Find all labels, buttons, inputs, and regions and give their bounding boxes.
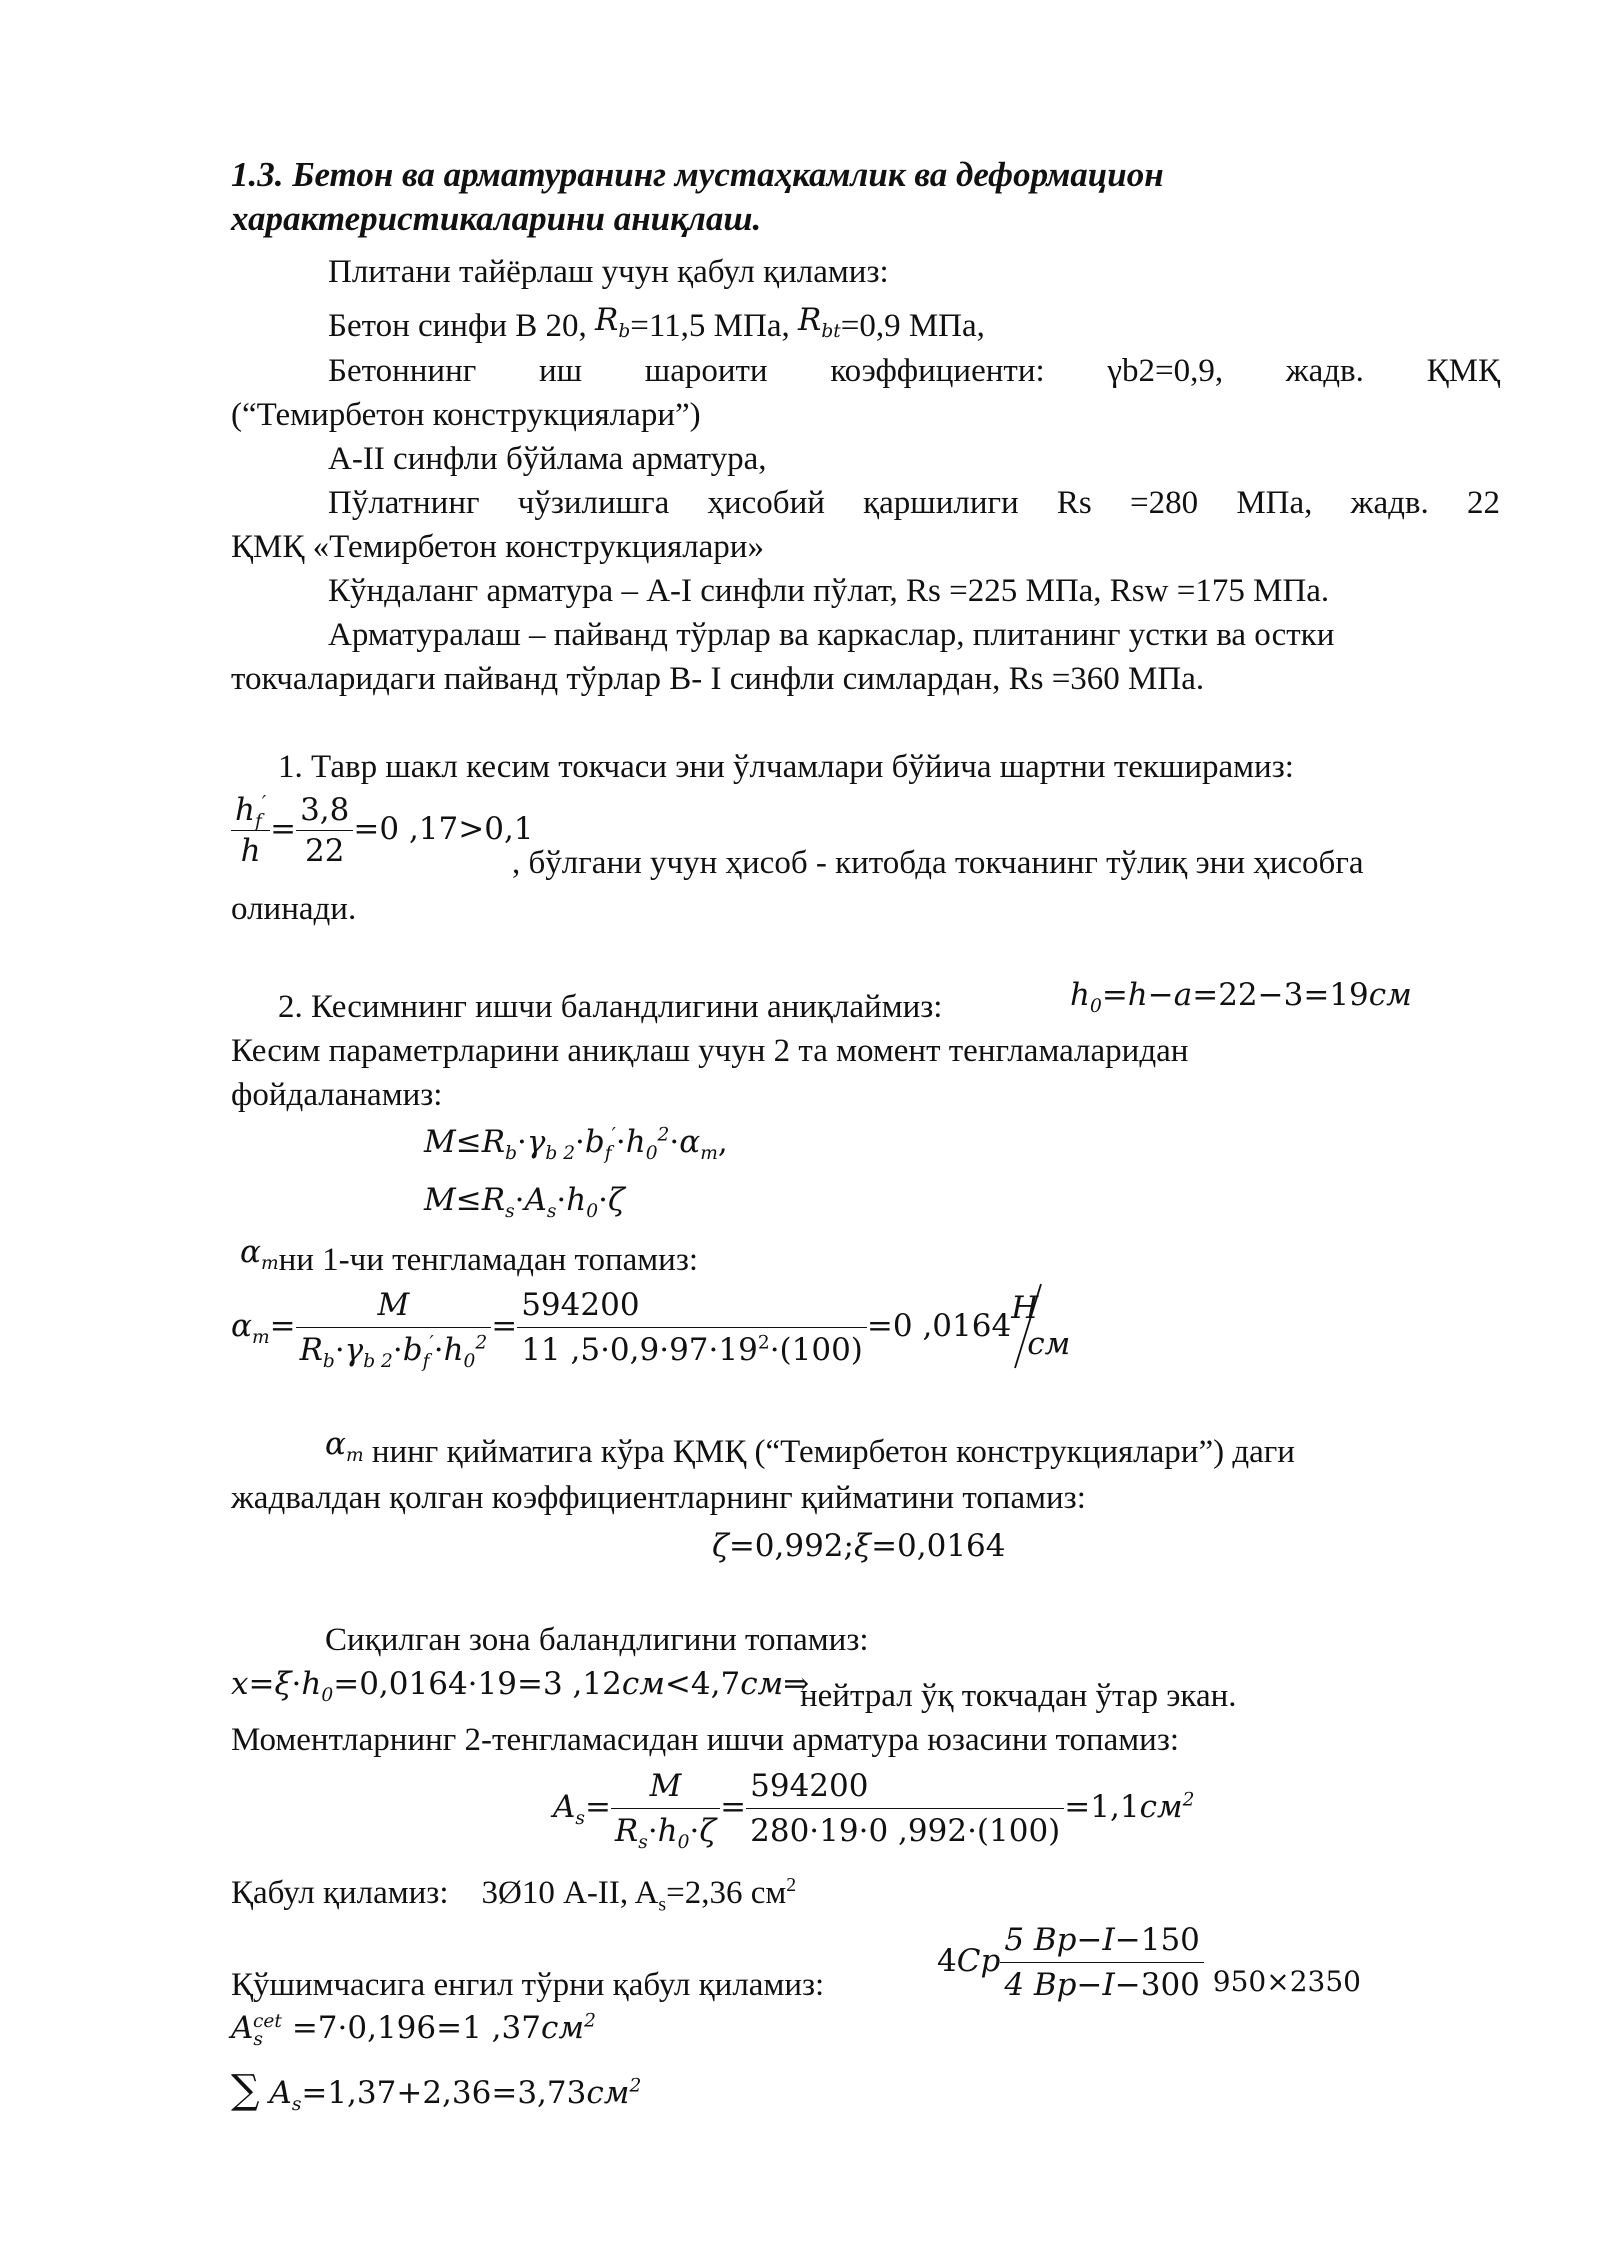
step-1-cont: олинади. <box>231 891 357 927</box>
intro-steel-resistance-cont: ҚМҚ «Темирбетон конструкциялари» <box>231 529 764 565</box>
step-2-paragraph-2: фойдаланамиз: <box>231 1077 443 1113</box>
zeta-xi-values: ζ=0,992;ξ=0,0164 <box>712 1528 1006 1564</box>
word: чўзилишга <box>517 485 670 521</box>
word: γb2=0,9, <box>1107 353 1224 389</box>
word: ҳисобий <box>707 485 825 521</box>
step-2-paragraph-1: Кесим параметрларини аниқлаш учун 2 та момент тенгламаларидан <box>231 1033 1189 1069</box>
mesh-formula: 4Ср $\frac{5 Вр-I-150}{4 Вр-I-300}$ 950×2350 <box>937 1918 1361 2007</box>
intro-reinforcement-line-1: Арматуралаш – пайванд тўрлар ва каркаслар, плитанинг устки ва остки <box>328 617 1335 653</box>
word: жадв. <box>1350 485 1429 521</box>
word: Бетоннинг <box>328 353 477 389</box>
word: иш <box>538 353 583 389</box>
compressed-zone-text: Сиқилган зона баландлигини топамиз: <box>325 1622 869 1658</box>
intro-working-conditions <box>328 351 1500 391</box>
word: МПа, <box>1236 485 1313 521</box>
rb-value: =11,5 МПа, <box>630 308 798 344</box>
as-cet-formula: $A_s^{cet} =7\cdot 0,196=1$ $,37см^2$ <box>231 2010 596 2051</box>
rbt-symbol: $R_{bt}$ <box>797 302 841 343</box>
additional-mesh-text: Қўшимчасига енгил тўрни қабул қиламиз: <box>231 1967 825 2003</box>
alpha-m-intro-text: ни 1-чи тенгламадан топамиз: <box>278 1242 699 1278</box>
intro-transverse-rebar: Кўндаланг арматура – А-I синфли пўлат, Rs =225 МПа, Rsw =175 МПа. <box>328 573 1330 609</box>
as-sum-formula: ∑ $A_s=1,37+2,36=3,73см^2$ <box>231 2067 642 2116</box>
intro-reinforcement-line-2: токчаларидаги пайванд тўрлар В- I синфли симлардан, Rs =360 МПа. <box>231 661 1205 697</box>
step-2-h0-formula: $h_0=h-a=22-3=19см$ <box>1070 977 1412 1018</box>
step-1-after-formula: , бўлгани учун ҳисоб - китобда токчанинг тўлиқ эни ҳисобга <box>512 845 1364 881</box>
word: =280 <box>1130 485 1199 521</box>
intro-paragraph-1: Плитани тайёрлаш учун қабул қиламиз: <box>328 254 889 290</box>
alpha-m-intro <box>240 1234 699 1280</box>
step-1-formula: $\frac{h_f'}{h}$ = $\frac{3,8}{22}$ =0 ,17>0,1 <box>231 790 534 871</box>
coefficient-table-text-2: жадвалдан қолган коэффициентларнинг қийматини топамиз: <box>231 1480 1086 1516</box>
working-rebar-area-text: Моментларнинг 2-тенгламасидан ишчи арматура юзасини топамиз: <box>231 1722 1180 1758</box>
section-title-line-1: 1.3. Бетон ва арматуранинг мустаҳкамлик ва деформацион <box>231 155 1164 194</box>
word: Пўлатнинг <box>328 485 480 521</box>
intro-longitudinal-rebar: А-II синфли бўйлама арматура, <box>328 441 767 477</box>
word: ҚМҚ <box>1426 353 1500 389</box>
word: Rs <box>1056 485 1092 521</box>
neutral-axis-text: нейтрал ўқ токчадан ўтар экан. <box>800 1678 1237 1714</box>
rbt-value: =0,9 МПа, <box>840 308 985 344</box>
word: шароити <box>644 353 768 389</box>
intro-steel-resistance <box>328 483 1500 523</box>
coefficient-table-text-1 <box>325 1426 1295 1472</box>
coefficient-table-text: нинг қийматига кўра ҚМҚ (“Темирбетон конструкциялари”) даги <box>363 1434 1295 1470</box>
step-2-text: 2. Кесимнинг ишчи баландлигини аниқлаймиз: <box>278 989 943 1025</box>
accepted-rebar: Қабул қиламиз: 3Ø10 А-II, $A_s=2,36$ $см^2$ <box>231 1874 797 1916</box>
concrete-class-text: Бетон синфи В 20, <box>328 308 596 344</box>
step-1-text: 1. Тавр шакл кесим токчаси эни ўлчамлари бўйича шартни текширамиз: <box>278 749 1294 785</box>
word: жадв. <box>1285 353 1364 389</box>
moment-equation-1: $M\le R_b\cdot\gamma_{b 2}\cdot b_f'\cdot h_0^2\cdot\alpha_m$, <box>424 1124 728 1165</box>
alpha-m-formula: $\alpha_m=$ $\frac{M}{R_b\cdot\gamma_{b 2}\cdot b_f'\cdot h_0^2}$ = $\frac{594200}{11 ,5\cdot 0,9\cdot 97\cdot 19^2\cdot(100)}$ =0 ,0164 Н см <box>231 1283 1081 1372</box>
divide-slash-icon <box>1007 1282 1047 1372</box>
moment-equation-2: $M\le R_s\cdot A_s\cdot h_0\cdot\zeta$ <box>424 1182 625 1223</box>
x-formula: $x=\xi\cdot h_0=0,0164\cdot 19=3$ ,12см<4,7см⇒ <box>231 1666 810 1707</box>
rb-symbol: $R_b$ <box>595 302 631 343</box>
intro-concrete-class <box>328 302 985 346</box>
as-formula: $A_s=$ $\frac{M}{R_s\cdot h_0\cdot\zeta}$ = $\frac{594200}{280\cdot 19\cdot 0 ,992\cdot(100)}$ $=1,1см^2$ <box>553 1764 1194 1853</box>
word: қаршилиги <box>863 485 1019 521</box>
intro-working-conditions-cont: (“Темирбетон конструкциялари”) <box>231 397 701 433</box>
word: 22 <box>1466 485 1500 521</box>
word: коэффициенти: <box>830 353 1045 389</box>
alpha-m-symbol-2: $\alpha_m$ <box>325 1426 364 1467</box>
section-title-line-2: характеристикаларини аниқлаш. <box>231 199 762 238</box>
alpha-m-symbol: $\alpha_m$ <box>240 1234 279 1275</box>
